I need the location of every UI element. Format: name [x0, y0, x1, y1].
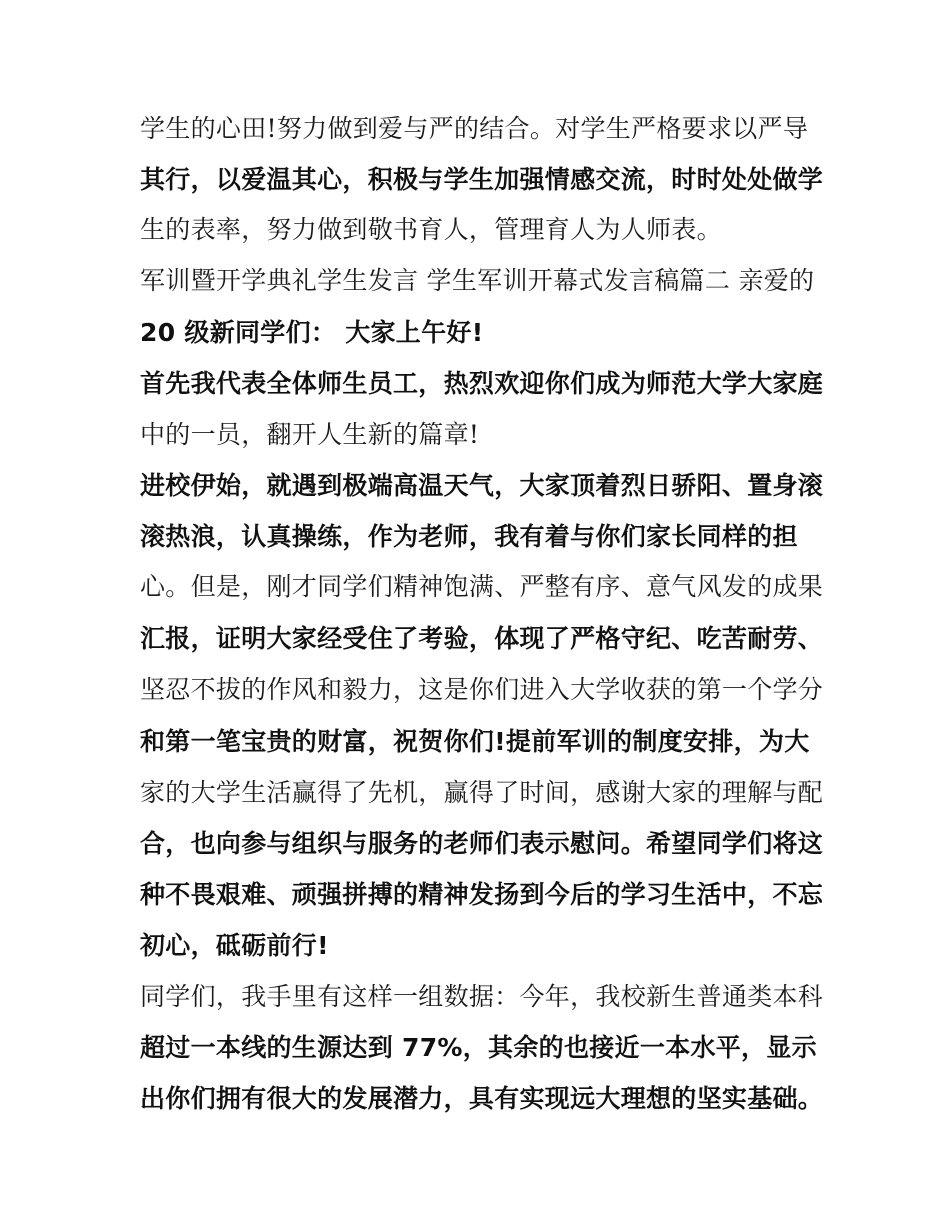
text-line: 中的一员，翻开人生新的篇章! — [140, 420, 480, 449]
text-line: 种不畏艰难、顽强拼搏的精神发扬到今后的学习生活中，不忘 — [140, 880, 824, 909]
text-line: 汇报，证明大家经受住了考验，体现了严格守纪、吃苦耐劳、 — [140, 624, 824, 653]
text-line: 出你们拥有很大的发展潜力，具有实现远大理想的坚实基础。 — [140, 1084, 824, 1113]
text-line: 学生的心田!努力做到爱与严的结合。对学生严格要求以严导 — [140, 114, 809, 143]
text-line: 首先我代表全体师生员工，热烈欢迎你们成为师范大学大家庭 — [140, 369, 824, 398]
text-line: 同学们，我手里有这样一组数据：今年，我校新生普通类本科 — [140, 982, 824, 1011]
text-line: 初心，砥砺前行! — [140, 931, 329, 960]
text-line: 20 级新同学们： 大家上午好! — [140, 318, 484, 347]
text-line: 超过一本线的生源达到 77%，其余的也接近一本水平，显示 — [140, 1033, 817, 1062]
text-line: 其行，以爱温其心，积极与学生加强情感交流，时时处处做学 — [140, 165, 824, 194]
text-line: 合，也向参与组织与服务的老师们表示慰问。希望同学们将这 — [140, 829, 824, 858]
text-line: 生的表率，努力做到敬书育人，管理育人为人师表。 — [140, 215, 722, 244]
text-line: 坚忍不拔的作风和毅力，这是你们进入大学收获的第一个学分 — [140, 675, 824, 704]
text-line: 军训暨开学典礼学生发言 学生军训开幕式发言稿篇二 亲爱的 — [140, 266, 815, 295]
text-line: 家的大学生活赢得了先机，赢得了时间，感谢大家的理解与配 — [140, 778, 824, 807]
text-line: 滚热浪，认真操练，作为老师，我有着与你们家长同样的担 — [140, 522, 798, 551]
text-line: 心。但是，刚才同学们精神饱满、严整有序、意气风发的成果 — [140, 572, 824, 601]
text-line: 和第一笔宝贵的财富，祝贺你们!提前军训的制度安排，为大 — [140, 727, 810, 756]
text-line: 进校伊始，就遇到极端高温天气，大家顶着烈日骄阳、置身滚 — [140, 471, 824, 500]
